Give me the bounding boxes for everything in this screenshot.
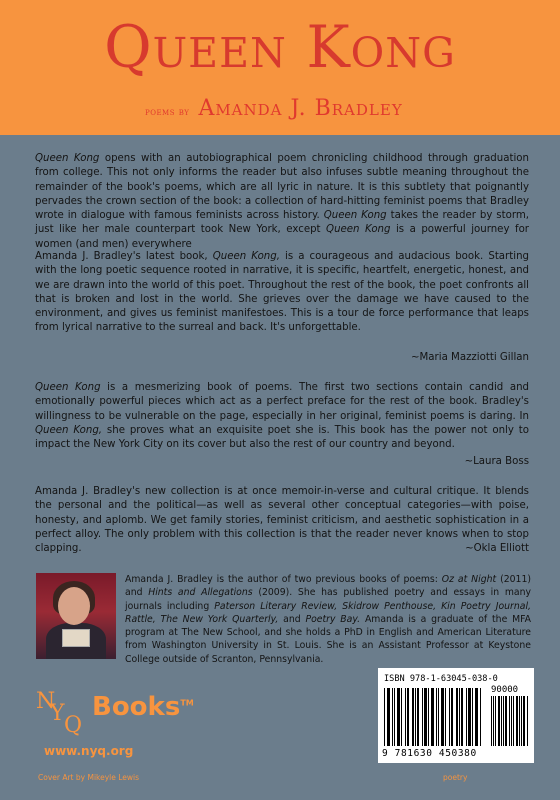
blurb-paragraph-4: Amanda J. Bradley's new collection is at once memoir-in-verse and cultural critique. It blends the personal and the political—as well as several other conceptual categories—with poise, honesty, and aplomb. We get family stories, feminist criticism, and aesthetic sophistication in a perfect alloy. The only problem with this collection is that the reader never knows when to stop clapping. bbox=[35, 486, 529, 555]
title-banner bbox=[0, 0, 560, 135]
barcode-bars-main bbox=[384, 688, 482, 746]
nyq-mark-icon bbox=[34, 684, 90, 742]
isbn-text: ISBN 978-1-63045-038-0 bbox=[384, 674, 498, 684]
author-bio: Amanda J. Bradley is the author of two previous books of poems: Oz at Night (2011) and Hints and Allegations (2009). She has published poetry and essays in many journals including Paterson Literary Review, Skidrow Penthouse, Kin Poetry Journal, Rattle, The New York Quarterly, and Poetry Bay. Amanda is a graduate of the MFA program at The New School, and she holds a PhD in English and American Literature from Washington University in St. Louis. She is an Assistant Professor at Keystone College outside of Scranton, Pennsylvania. bbox=[125, 574, 531, 665]
cover-art-credit: Cover Art by Mikeyle Lewis bbox=[38, 773, 140, 782]
blurb-paragraph-2: Amanda J. Bradley's latest book, Queen Kong, is a courageous and audacious book. Starting with the long poetic sequence rooted in narrative, it is specific, heartfelt, energetic, honest, and we are drawn into the world of this poet. Throughout the rest of the book, the poet confronts all that is broken and lost in the world. She grieves over the damage we have caused to the environment, and gives us feminist manifestoes. This is a tour de force performance that leaps from lyrical narrative to the surreal and back. It's unforgettable. bbox=[35, 251, 529, 334]
barcode bbox=[378, 668, 534, 763]
author-name: Amanda J. Bradley bbox=[198, 96, 403, 121]
attribution-boss: ~Laura Boss bbox=[464, 456, 529, 467]
book-title: Queen Kong bbox=[104, 13, 456, 81]
publisher-logo bbox=[34, 684, 224, 744]
poems-by-label: poems by bbox=[145, 107, 190, 118]
logo-books-text: Books™ bbox=[92, 692, 194, 722]
author-photo bbox=[36, 573, 116, 659]
attribution-elliott: ~Okla Elliott bbox=[465, 543, 529, 554]
blurb-paragraph-1: Queen Kong opens with an autobiographical poem chronicling childhood through graduation from college. This not only informs the reader but also infuses subtle meaning throughout the remainder of the book's poems, which are all lyric in nature. It is this subtlety that poignantly pervades the crown section of the book: a collection of hard-hitting feminist poems that Bradley wrote in dialogue with famous feminists across history. Queen Kong takes the reader by storm, just like her male counterpart took New York, except Queen Kong is a powerful journey for women (and men) everywhere bbox=[35, 153, 530, 250]
svg-text:Q: Q bbox=[64, 713, 83, 738]
svg-text:Y: Y bbox=[50, 701, 65, 726]
byline bbox=[145, 96, 403, 121]
svg-text:N: N bbox=[36, 689, 56, 714]
price-addon-number: 90000 bbox=[491, 685, 519, 695]
blurb-paragraph-3: Queen Kong is a mesmerizing book of poems. The first two sections contain candid and emotionally powerful pieces which act as a perfect preface for the rest of the book. Bradley's willingness to be vulnerable on the page, especially in her original, feminist poems is daring. In Queen Kong, she proves what an exquisite poet she is. This book has the power not only to impact the New York City on its cover but also the rest of our country and beyond. bbox=[35, 382, 529, 451]
attribution-gillan: ~Maria Mazziotti Gillan bbox=[410, 352, 529, 363]
barcode-number: 9 781630 450380 bbox=[382, 748, 477, 759]
barcode-bars-addon bbox=[491, 696, 529, 746]
publisher-url: www.nyq.org bbox=[44, 744, 134, 758]
genre-label: poetry bbox=[443, 773, 468, 782]
